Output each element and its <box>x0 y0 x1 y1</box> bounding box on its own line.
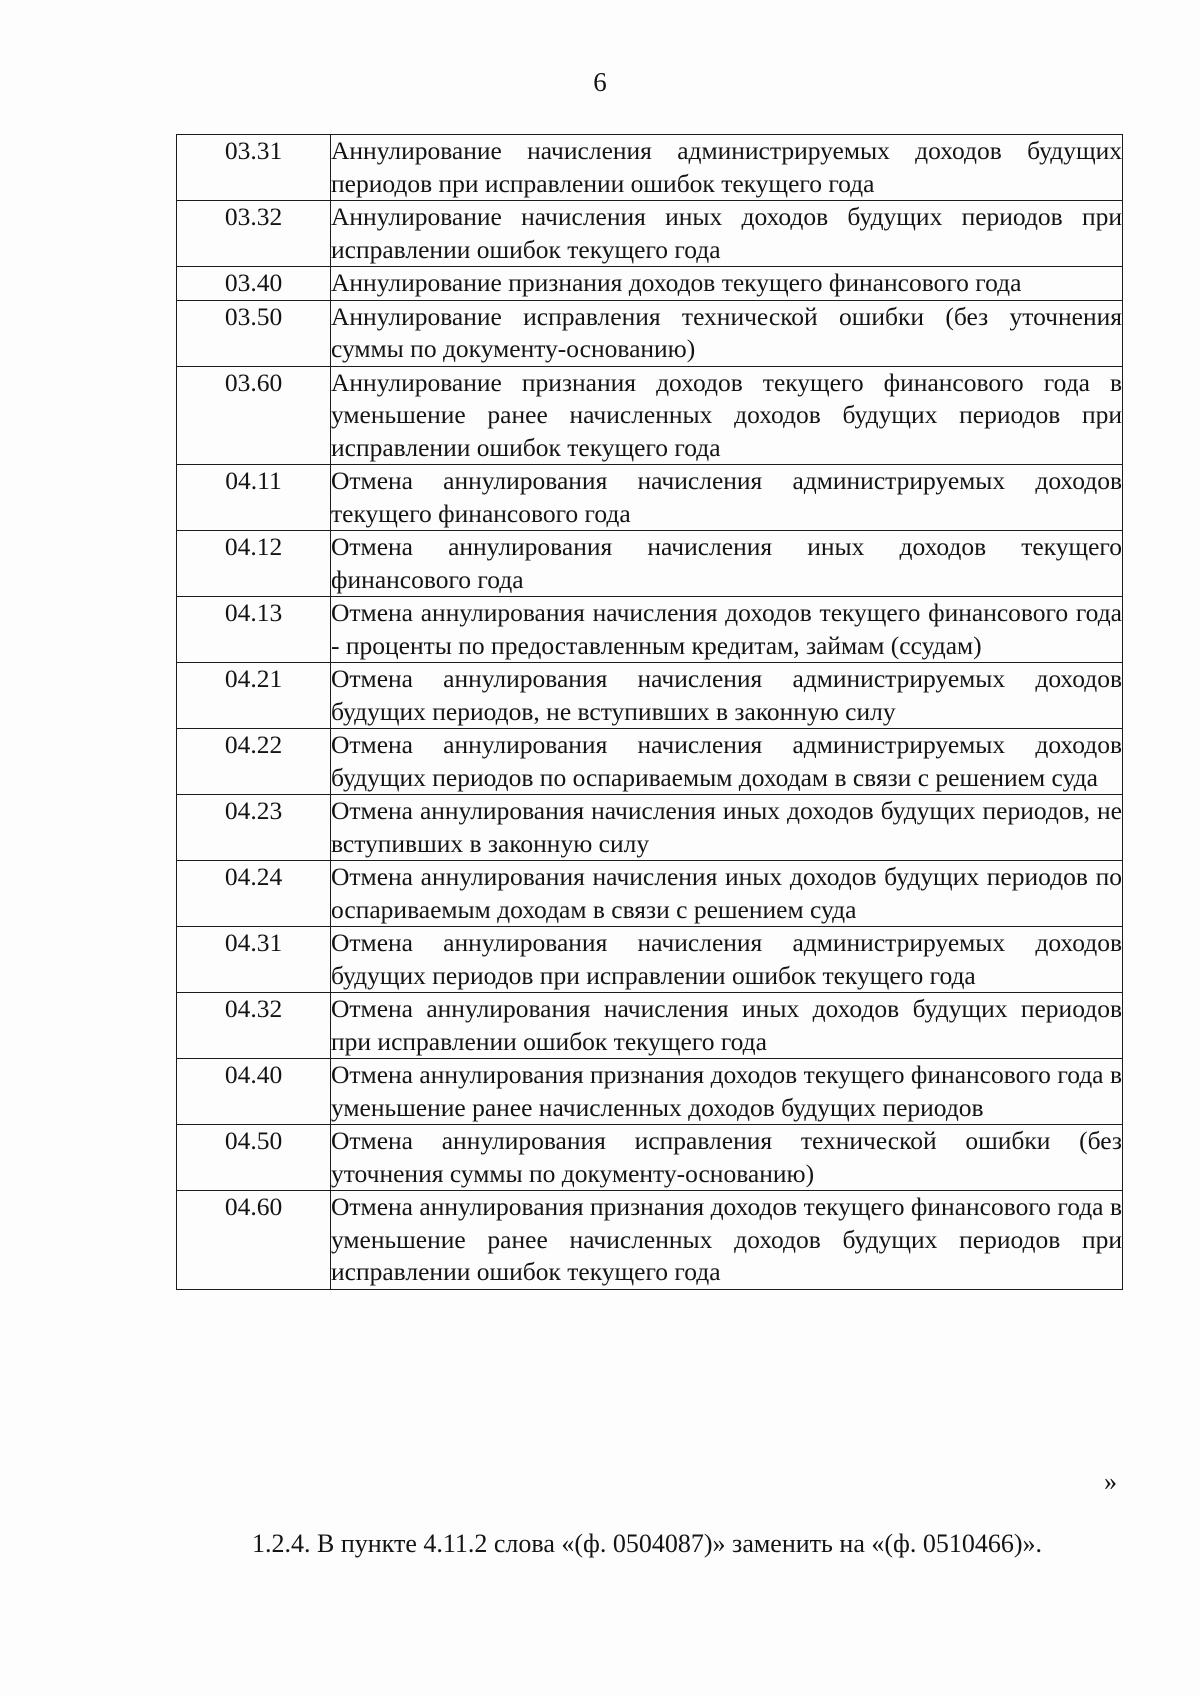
table-row <box>177 597 1123 663</box>
row-description: Отмена аннулирования исправления технической ошибки (без уточнения суммы по документу-основанию) <box>331 1125 1123 1191</box>
row-code: 04.11 <box>177 465 331 531</box>
table-row <box>177 135 1123 201</box>
row-code: 04.31 <box>177 927 331 993</box>
amendment-paragraph: 1.2.4. В пункте 4.11.2 слова «(ф. 0504087)» заменить на «(ф. 0510466)». <box>252 1529 1043 1558</box>
row-code: 04.21 <box>177 663 331 729</box>
row-description: Аннулирование признания доходов текущего финансового года в уменьшение ранее начисленных доходов будущих периодов при исправлении ошибок текущего года <box>331 366 1123 465</box>
row-description: Отмена аннулирования признания доходов текущего финансового года в уменьшение ранее начисленных доходов будущих периодов <box>331 1059 1123 1125</box>
row-code: 04.24 <box>177 861 331 927</box>
table-row <box>177 201 1123 267</box>
table-row <box>177 1191 1123 1290</box>
row-code: 04.12 <box>177 531 331 597</box>
row-code: 03.31 <box>177 135 331 201</box>
row-description: Аннулирование начисления иных доходов будущих периодов при исправлении ошибок текущего года <box>331 201 1123 267</box>
table-row <box>177 366 1123 465</box>
row-code: 04.13 <box>177 597 331 663</box>
table-row <box>177 663 1123 729</box>
row-description: Аннулирование исправления технической ошибки (без уточнения суммы по документу-основанию) <box>331 300 1123 366</box>
row-description: Аннулирование признания доходов текущего финансового года <box>331 267 1123 301</box>
row-code: 04.60 <box>177 1191 331 1290</box>
row-description: Отмена аннулирования признания доходов текущего финансового года в уменьшение ранее начисленных доходов будущих периодов при исправлении ошибок текущего года <box>331 1191 1123 1290</box>
table-row <box>177 531 1123 597</box>
row-code: 04.23 <box>177 795 331 861</box>
table-row <box>177 300 1123 366</box>
row-description: Отмена аннулирования начисления доходов текущего финансового года - проценты по предоставленным кредитам, займам (ссудам) <box>331 597 1123 663</box>
row-code: 04.40 <box>177 1059 331 1125</box>
table-row <box>177 465 1123 531</box>
row-description: Аннулирование начисления администрируемых доходов будущих периодов при исправлении ошибок текущего года <box>331 135 1123 201</box>
table-row <box>177 1059 1123 1125</box>
row-code: 04.50 <box>177 1125 331 1191</box>
row-code: 03.60 <box>177 366 331 465</box>
page-number: 6 <box>593 67 607 97</box>
row-code: 03.50 <box>177 300 331 366</box>
table-row <box>177 993 1123 1059</box>
row-description: Отмена аннулирования начисления иных доходов будущих периодов при исправлении ошибок текущего года <box>331 993 1123 1059</box>
row-code: 03.32 <box>177 201 331 267</box>
table-row <box>177 861 1123 927</box>
row-description: Отмена аннулирования начисления администрируемых доходов будущих периодов при исправлении ошибок текущего года <box>331 927 1123 993</box>
table-row <box>177 795 1123 861</box>
operation-codes-table <box>176 134 1123 1290</box>
table-row <box>177 729 1123 795</box>
table-row <box>177 1125 1123 1191</box>
row-description: Отмена аннулирования начисления иных доходов будущих периодов, не вступивших в законную силу <box>331 795 1123 861</box>
row-code: 03.40 <box>177 267 331 301</box>
row-description: Отмена аннулирования начисления администрируемых доходов текущего финансового года <box>331 465 1123 531</box>
row-description: Отмена аннулирования начисления иных доходов текущего финансового года <box>331 531 1123 597</box>
row-code: 04.32 <box>177 993 331 1059</box>
row-description: Отмена аннулирования начисления иных доходов будущих периодов по оспариваемым доходам в связи с решением суда <box>331 861 1123 927</box>
row-description: Отмена аннулирования начисления администрируемых доходов будущих периодов по оспариваемым доходам в связи с решением суда <box>331 729 1123 795</box>
table-row <box>177 927 1123 993</box>
closing-quote: » <box>1104 1467 1117 1496</box>
row-code: 04.22 <box>177 729 331 795</box>
row-description: Отмена аннулирования начисления администрируемых доходов будущих периодов, не вступивших в законную силу <box>331 663 1123 729</box>
table-row <box>177 267 1123 301</box>
